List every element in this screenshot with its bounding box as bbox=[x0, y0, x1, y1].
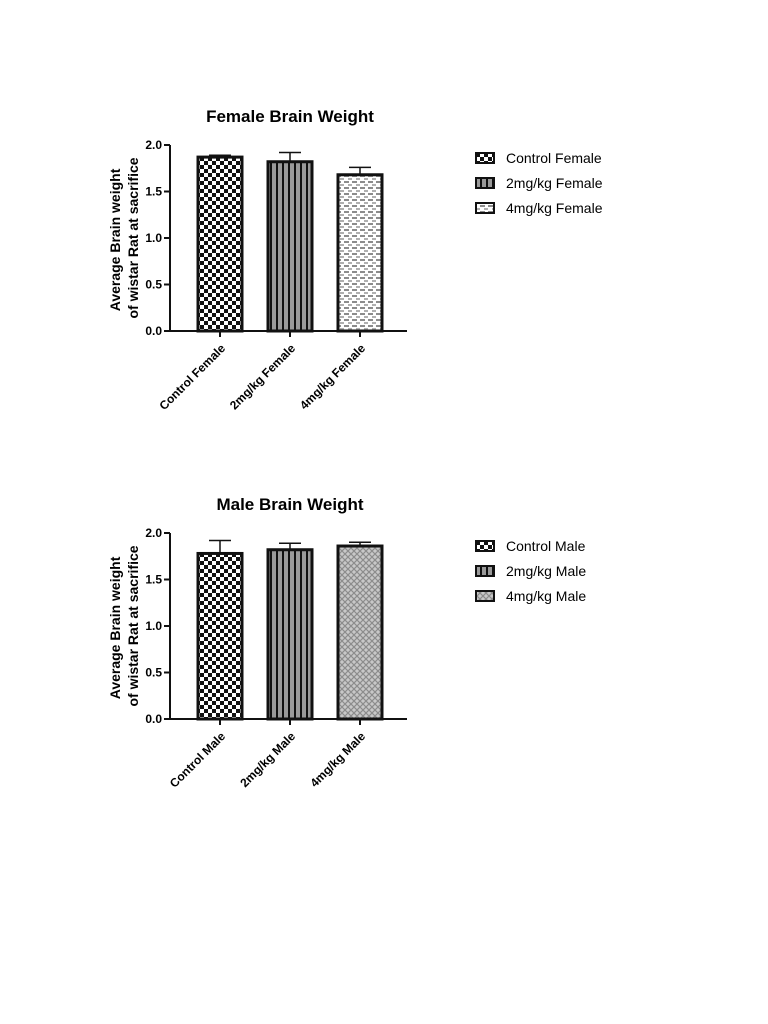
legend-swatch bbox=[476, 153, 494, 163]
x-tick-label: 2mg/kg Male bbox=[237, 729, 299, 791]
plot-area bbox=[145, 526, 407, 791]
y-tick-label: 1.0 bbox=[145, 231, 162, 245]
x-tick-label: Control Male bbox=[166, 729, 229, 791]
bar bbox=[268, 162, 312, 331]
y-tick-label: 0.0 bbox=[145, 324, 162, 338]
y-tick-label: 0.0 bbox=[145, 712, 162, 726]
y-tick-label: 2.0 bbox=[145, 526, 162, 540]
y-axis-label bbox=[107, 157, 141, 318]
legend-entry: Control Male bbox=[506, 538, 586, 554]
legend-entry: 2mg/kg Female bbox=[506, 175, 603, 191]
y-axis-label bbox=[107, 545, 141, 706]
x-tick-label: 2mg/kg Female bbox=[226, 341, 299, 413]
legend bbox=[476, 150, 603, 216]
y-tick-label: 0.5 bbox=[145, 665, 162, 680]
x-tick-label: Control Female bbox=[156, 341, 229, 413]
bar bbox=[268, 550, 312, 719]
chart-title: Female Brain Weight bbox=[206, 107, 374, 126]
male-brain-weight-chart bbox=[0, 473, 768, 873]
y-axis-label-line-1: Average Brain weight bbox=[107, 556, 123, 700]
legend-entry: Control Female bbox=[506, 150, 602, 166]
y-axis-label-line-2: of wistar Rat at sacrifice bbox=[125, 157, 141, 319]
y-tick-label: 1.5 bbox=[145, 184, 162, 199]
bar bbox=[338, 175, 382, 331]
legend-swatch bbox=[476, 591, 494, 601]
legend-entry: 4mg/kg Male bbox=[506, 588, 587, 604]
legend-swatch bbox=[476, 178, 494, 188]
legend-entry: 4mg/kg Female bbox=[506, 200, 603, 216]
y-tick-label: 1.0 bbox=[145, 619, 162, 633]
legend-swatch bbox=[476, 541, 494, 551]
y-axis-label-line-2: of wistar Rat at sacrifice bbox=[125, 545, 141, 707]
legend-entry: 2mg/kg Male bbox=[506, 563, 587, 579]
bar bbox=[198, 157, 242, 331]
bar bbox=[198, 553, 242, 719]
y-tick-label: 0.5 bbox=[145, 277, 162, 292]
legend-swatch bbox=[476, 203, 494, 213]
legend-swatch bbox=[476, 566, 494, 576]
x-tick-label: 4mg/kg Female bbox=[296, 341, 369, 413]
plot-area bbox=[145, 138, 407, 413]
legend bbox=[476, 538, 586, 604]
y-tick-label: 1.5 bbox=[145, 572, 162, 587]
x-tick-label: 4mg/kg Male bbox=[307, 729, 369, 791]
female-brain-weight-chart bbox=[0, 85, 768, 485]
chart-title: Male Brain Weight bbox=[216, 495, 364, 514]
y-tick-label: 2.0 bbox=[145, 138, 162, 152]
bar bbox=[338, 546, 382, 719]
y-axis-label-line-1: Average Brain weight bbox=[107, 168, 123, 312]
